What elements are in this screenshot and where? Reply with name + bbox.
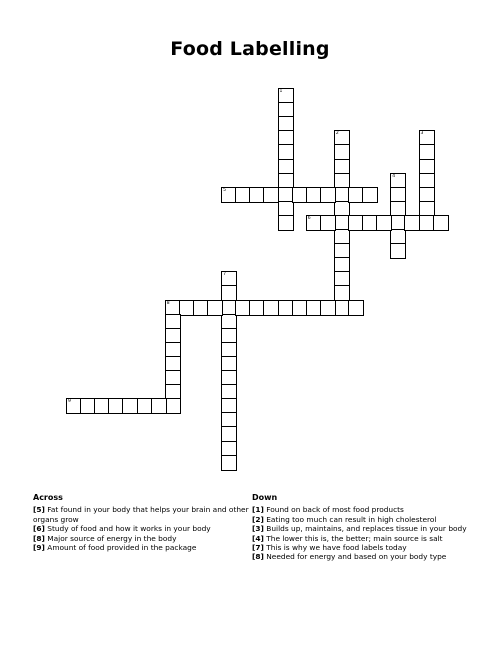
crossword-cell[interactable]: [362, 187, 378, 203]
crossword-cell[interactable]: [320, 300, 336, 316]
clue-number: [3]: [252, 524, 264, 534]
crossword-cell[interactable]: [320, 215, 336, 231]
page-title: Food Labelling: [170, 38, 330, 60]
across-clue: [33, 543, 253, 552]
cell-number: 2: [335, 131, 339, 137]
clue-text: Amount of food provided in the package: [47, 543, 197, 553]
crossword-cell[interactable]: [320, 187, 336, 203]
clue-number: [1]: [252, 505, 264, 515]
crossword-cell[interactable]: [263, 187, 279, 203]
clue-number: [6]: [33, 524, 45, 534]
clue-text: Needed for energy and based on your body type: [266, 552, 447, 562]
clue-text: The lower this is, the better; main source is salt: [266, 533, 443, 543]
cell-number: 7: [223, 272, 226, 278]
down-clue: [252, 543, 477, 552]
cell-number: 1: [279, 89, 283, 94]
crossword-cell[interactable]: [376, 215, 392, 231]
down-clue: [252, 534, 477, 543]
across-heading: Across: [33, 493, 63, 502]
cell-number: 4: [392, 173, 396, 179]
clue-number: [9]: [33, 543, 45, 553]
crossword-cell[interactable]: [390, 243, 406, 259]
across-clue: [33, 505, 253, 524]
across-clue: [33, 534, 253, 543]
crossword-cell[interactable]: [151, 398, 167, 414]
clue-number: [7]: [252, 543, 264, 553]
crossword-cell[interactable]: [404, 215, 420, 231]
cell-number: 3: [420, 131, 424, 137]
clue-text: Fat found in your body that helps your brain and other organs grow: [33, 505, 249, 524]
clue-text: Found on back of most food products: [266, 505, 404, 515]
clue-number: [5]: [33, 505, 45, 515]
crossword-cell[interactable]: [433, 215, 449, 231]
clue-number: [4]: [252, 533, 264, 543]
across-clues: [33, 493, 253, 552]
clue-text: Major source of energy in the body: [47, 533, 177, 543]
cell-number: 9: [68, 399, 71, 405]
clue-number: [8]: [33, 533, 45, 543]
down-heading: Down: [252, 493, 278, 502]
clue-text: Builds up, maintains, and replaces tissue in your body: [266, 524, 467, 534]
crossword-cell[interactable]: [207, 300, 223, 316]
cell-number: 8: [166, 300, 170, 306]
down-clue: [252, 505, 477, 514]
down-clue: [252, 524, 477, 533]
clue-number: [8]: [252, 552, 264, 562]
crossword-cell[interactable]: [348, 300, 364, 316]
clue-text: Study of food and how it works in your body: [47, 524, 211, 534]
clue-number: [2]: [252, 514, 264, 524]
cell-number: 6: [307, 215, 311, 221]
clue-text: Eating too much can result in high cholesterol: [266, 514, 437, 524]
cell-number: 5: [223, 187, 226, 193]
crossword-cell[interactable]: [165, 398, 181, 414]
down-clues: [252, 493, 477, 562]
crossword-cell[interactable]: [221, 455, 237, 471]
down-clue: [252, 552, 477, 561]
across-clue: [33, 524, 253, 533]
clue-text: This is why we have food labels today: [266, 543, 407, 553]
crossword-cell[interactable]: [278, 215, 294, 231]
down-clue: [252, 515, 477, 524]
